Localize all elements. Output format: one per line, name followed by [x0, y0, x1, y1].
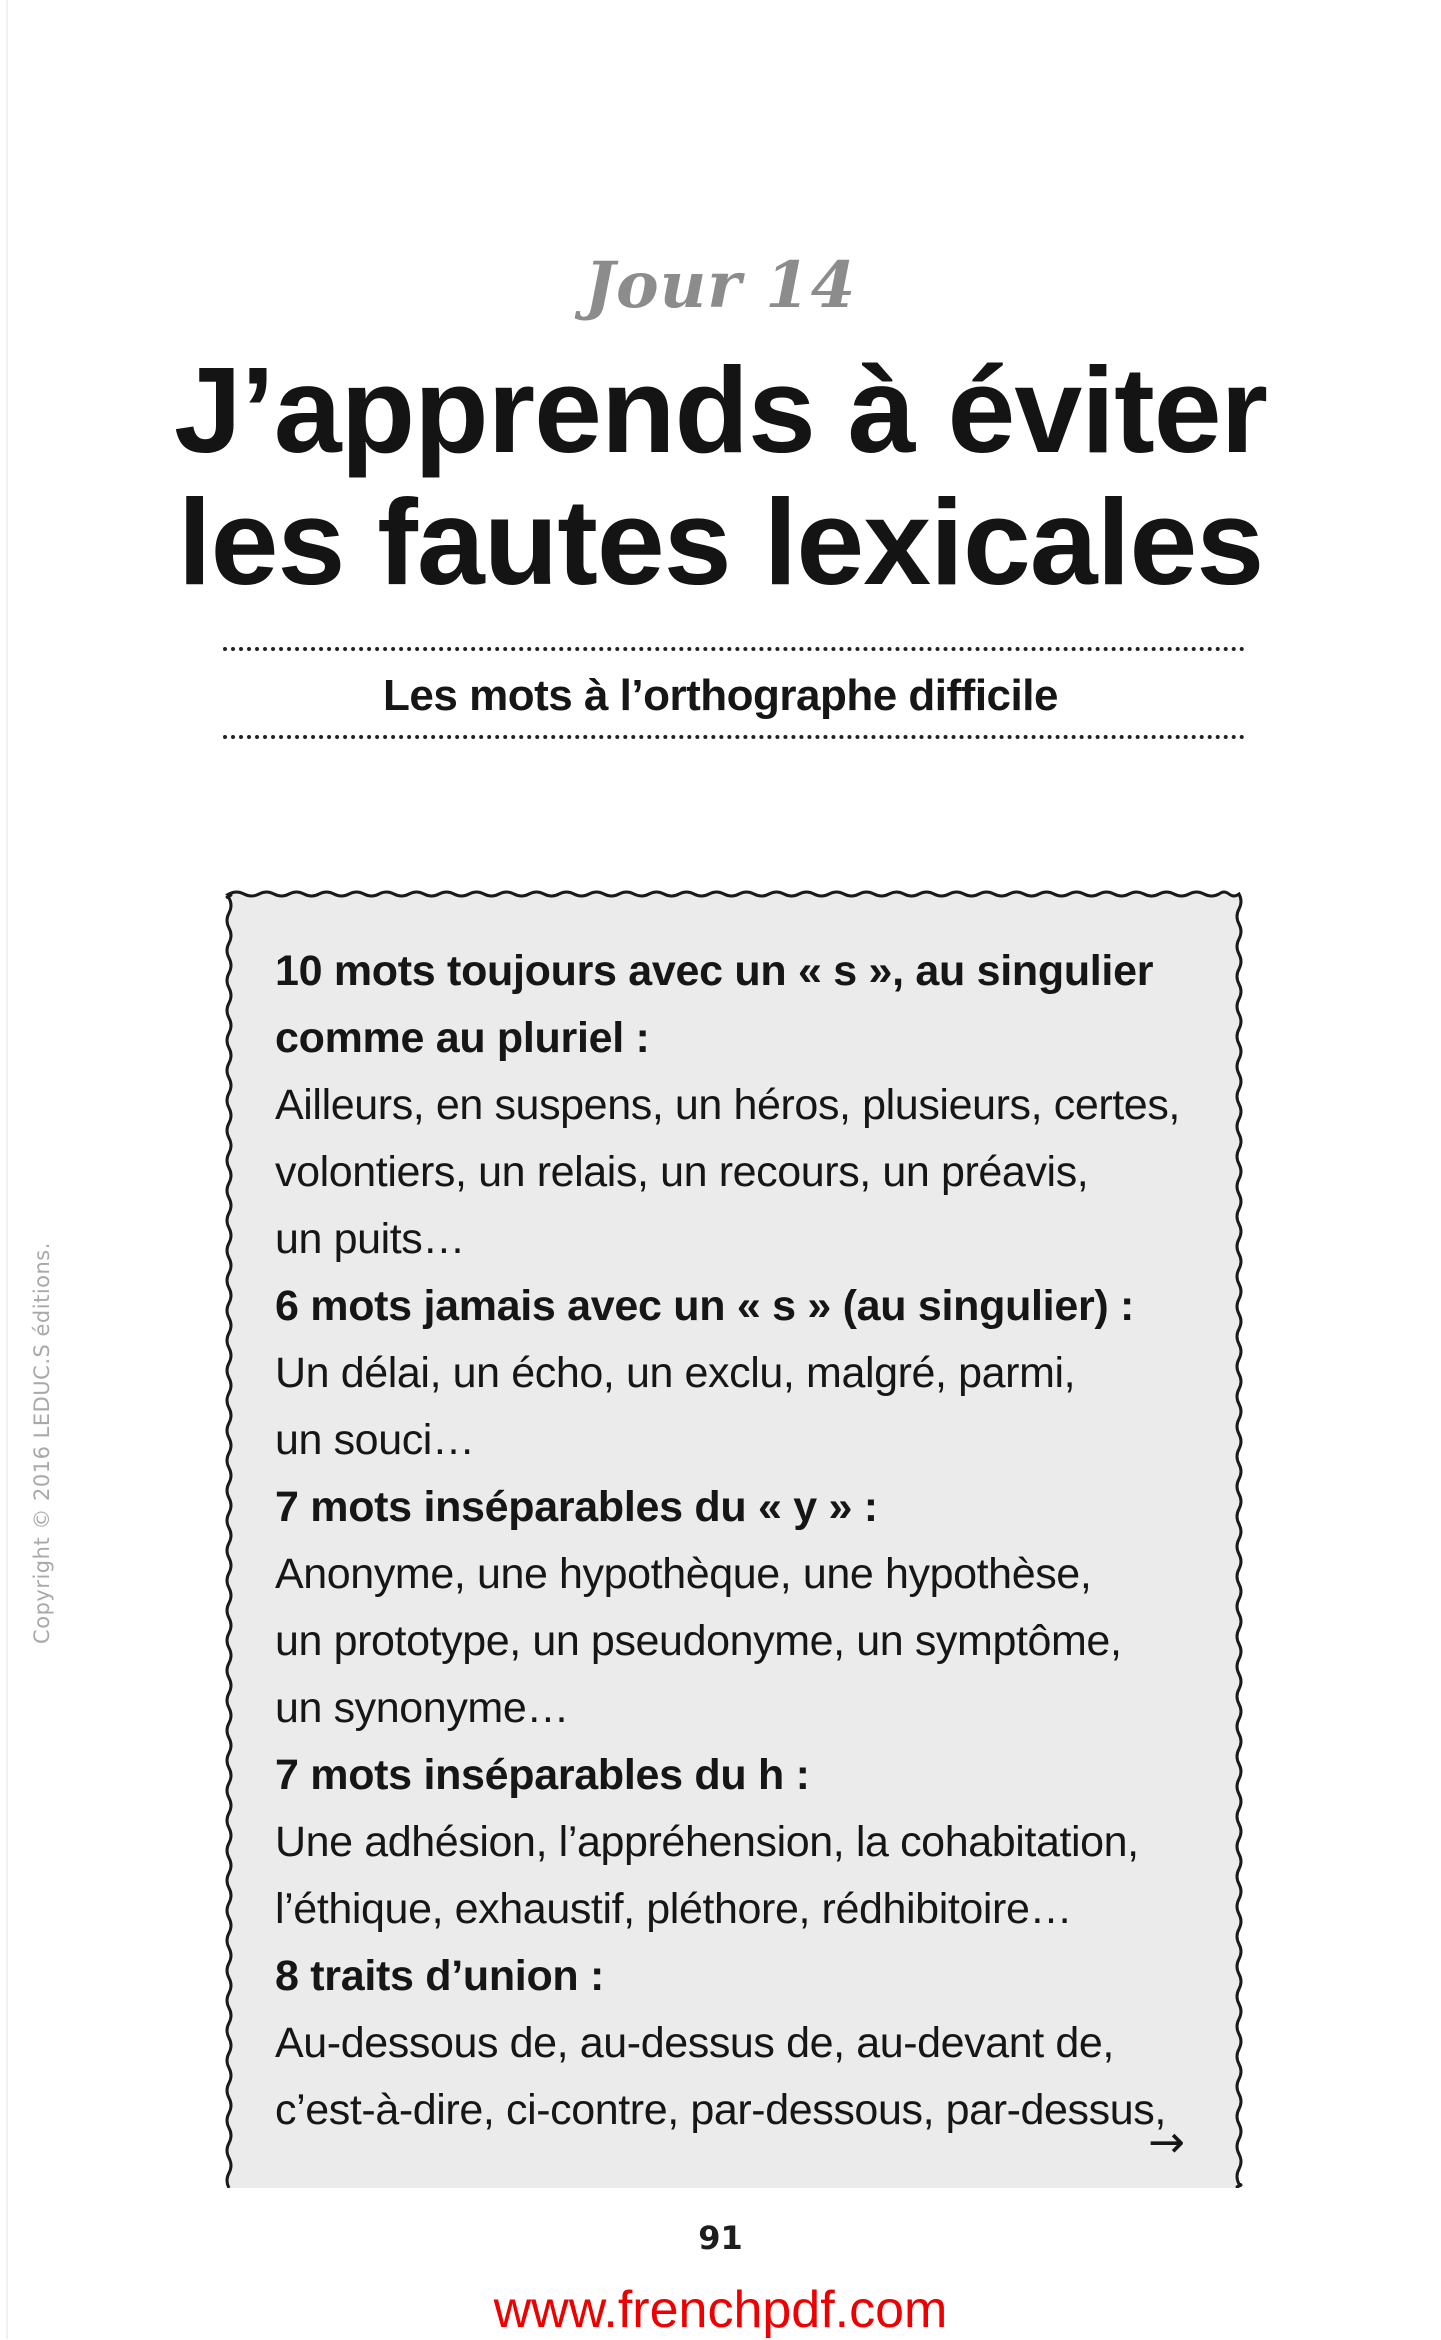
list-heading: 7 mots inséparables du « y » :: [275, 1483, 878, 1531]
list-text: Un délai, un écho, un exclu, malgré, parmi,: [275, 1349, 1076, 1397]
page-number: 91: [698, 2219, 743, 2257]
day-label: Jour 14: [584, 248, 857, 323]
dotted-divider-top: [223, 647, 1245, 651]
list-heading: comme au pluriel :: [275, 1014, 650, 1062]
list-heading: 10 mots toujours avec un « s », au singulier: [275, 947, 1154, 995]
continue-arrow-icon: →: [1148, 2117, 1185, 2168]
copyright-notice: Copyright © 2016 LEDUC.S éditions.: [30, 1242, 54, 1644]
list-text: Ailleurs, en suspens, un héros, plusieurs, certes,: [275, 1081, 1180, 1129]
section-subtitle: Les mots à l’orthographe difficile: [383, 671, 1058, 720]
list-text: Au-dessous de, au-dessus de, au-devant de,: [275, 2019, 1114, 2067]
list-heading: 7 mots inséparables du h :: [275, 1751, 810, 1799]
dotted-divider-bottom: [223, 735, 1245, 739]
list-heading: 6 mots jamais avec un « s » (au singulier) :: [275, 1282, 1135, 1330]
list-text: Anonyme, une hypothèque, une hypothèse,: [275, 1550, 1092, 1598]
word-list-content: [275, 938, 1205, 2144]
list-text: l’éthique, exhaustif, pléthore, rédhibitoire…: [275, 1885, 1073, 1933]
website-watermark-link[interactable]: www.frenchpdf.com: [493, 2281, 948, 2339]
page-title-line-2: les fautes lexicales: [177, 474, 1264, 610]
list-text: un puits…: [275, 1215, 466, 1263]
list-text: un synonyme…: [275, 1684, 569, 1732]
list-text: un prototype, un pseudonyme, un symptôme,: [275, 1617, 1122, 1665]
word-list-box: [223, 888, 1245, 2188]
page-title-line-1: J’apprends à éviter: [173, 342, 1268, 478]
list-text: Une adhésion, l’appréhension, la cohabitation,: [275, 1818, 1139, 1866]
list-text: un souci…: [275, 1416, 475, 1464]
list-text: volontiers, un relais, un recours, un préavis,: [275, 1148, 1089, 1196]
list-text: c’est-à-dire, ci-contre, par-dessous, par-dessus,: [275, 2086, 1166, 2134]
list-heading: 8 traits d’union :: [275, 1952, 605, 2000]
